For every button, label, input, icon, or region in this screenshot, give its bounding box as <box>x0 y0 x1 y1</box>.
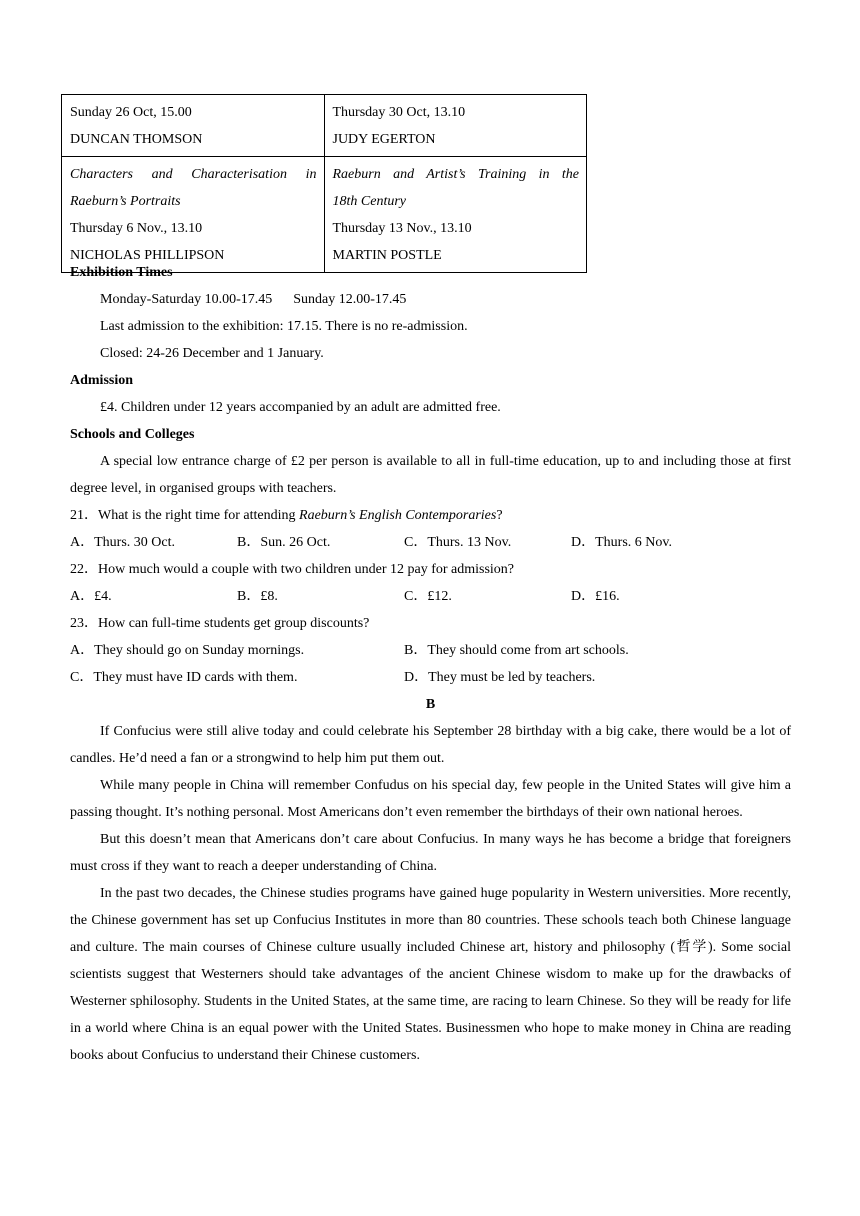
lecture-title: Raeburn’s Portraits <box>70 194 181 209</box>
option-a: A．Thurs. 30 Oct. <box>70 535 175 550</box>
option-b: B．£8. <box>237 589 278 604</box>
question-stem-italic: Raeburn’s English Contemporaries <box>299 508 497 523</box>
document-body <box>70 259 791 1069</box>
lecture-date: Thursday 13 Nov., 13.10 <box>332 221 472 236</box>
table-cell <box>324 157 587 273</box>
option-d: D．They must be led by teachers. <box>404 670 596 685</box>
option-b: B．They should come from art schools. <box>404 643 629 658</box>
options-22 <box>70 583 791 610</box>
passage-paragraph: But this doesn’t mean that Americans don’t care about Confucius. In many ways he has become a bridge that foreigners must cross if they want to reach a deeper understanding of China. <box>70 832 791 874</box>
passage-paragraph: While many people in China will remember Confudus on his special day, few people in the United States will give him a passing thought. It’s nothing personal. Most Americans don’t even remember the birthdays of their own national heroes. <box>70 778 791 820</box>
last-admission: Last admission to the exhibition: 17.15. There is no re-admission. <box>100 319 468 334</box>
schools-heading: Schools and Colleges <box>70 427 195 442</box>
lecture-date: Sunday 26 Oct, 15.00 <box>70 105 192 120</box>
options-23-row2 <box>70 664 791 691</box>
lecture-title: Characters and Characterisation in <box>70 167 317 182</box>
lecture-title: Raeburn and Artist’s Training in the <box>332 167 579 182</box>
table-row <box>62 95 587 157</box>
question-stem-end: ? <box>496 508 503 523</box>
section-b-label: B <box>425 697 436 712</box>
question-21 <box>70 502 791 529</box>
option-c: C．Thurs. 13 Nov. <box>404 535 512 550</box>
passage-paragraph: In the past two decades, the Chinese studies programs have gained huge popularity in Western universities. More recently, the Chinese government has set up Confucius Institutes in more than 80 countries. These schools teach both Chinese language and culture. The main courses of Chinese culture usually included Chinese art, history and philosophy (哲学). Some social scientists suggest that Westerners should take advantages of the ancient Chinese wisdom to make up for the drawbacks of Westerner sphilosophy. Students in the United States, at the same time, are racing to learn Chinese. So they will be ready for life in a world where China is an equal power with the United States. Businessmen who hope to make money in China are reading books about Confucius to understand their Chinese customers. <box>70 886 791 1063</box>
option-d: D．Thurs. 6 Nov. <box>571 535 672 550</box>
admission-heading: Admission <box>70 373 134 388</box>
question-23: 23．How can full-time students get group discounts? <box>70 616 370 631</box>
table-cell <box>324 95 587 157</box>
lecture-speaker: NICHOLAS PHILLIPSON <box>70 248 225 263</box>
question-stem: 21．What is the right time for attending <box>70 508 300 523</box>
options-21 <box>70 529 791 556</box>
option-b: B．Sun. 26 Oct. <box>237 535 331 550</box>
lecture-table <box>61 94 587 273</box>
lecture-speaker: MARTIN POSTLE <box>332 248 442 263</box>
passage-paragraph: If Confucius were still alive today and could celebrate his September 28 birthday with a big cake, there would be a lot of candles. He’d need a fan or a strongwind to help him put them out. <box>70 724 791 766</box>
exhibition-hours: Monday-Saturday 10.00-17.45 Sunday 12.00-17.45 <box>100 292 407 307</box>
exhibition-heading: Exhibition Times <box>70 265 173 280</box>
option-c: C．£12. <box>404 589 452 604</box>
lecture-date: Thursday 30 Oct, 13.10 <box>332 105 466 120</box>
closed-dates: Closed: 24-26 December and 1 January. <box>100 346 324 361</box>
lecture-speaker: JUDY EGERTON <box>332 132 436 147</box>
table-cell <box>62 157 325 273</box>
option-c: C．They must have ID cards with them. <box>70 670 298 685</box>
options-23-row1 <box>70 637 791 664</box>
option-a: A．£4. <box>70 589 112 604</box>
lecture-title: 18th Century <box>332 194 406 209</box>
option-a: A．They should go on Sunday mornings. <box>70 643 305 658</box>
admission-text: £4. Children under 12 years accompanied by an adult are admitted free. <box>100 400 501 415</box>
question-22: 22．How much would a couple with two children under 12 pay for admission? <box>70 562 515 577</box>
schools-text: A special low entrance charge of £2 per person is available to all in full-time education, up to and including those at first degree level, in organised groups with teachers. <box>70 454 791 496</box>
lecture-date: Thursday 6 Nov., 13.10 <box>70 221 203 236</box>
table-cell <box>62 95 325 157</box>
option-d: D．£16. <box>571 589 620 604</box>
table-row <box>62 157 587 273</box>
lecture-speaker: DUNCAN THOMSON <box>70 132 203 147</box>
